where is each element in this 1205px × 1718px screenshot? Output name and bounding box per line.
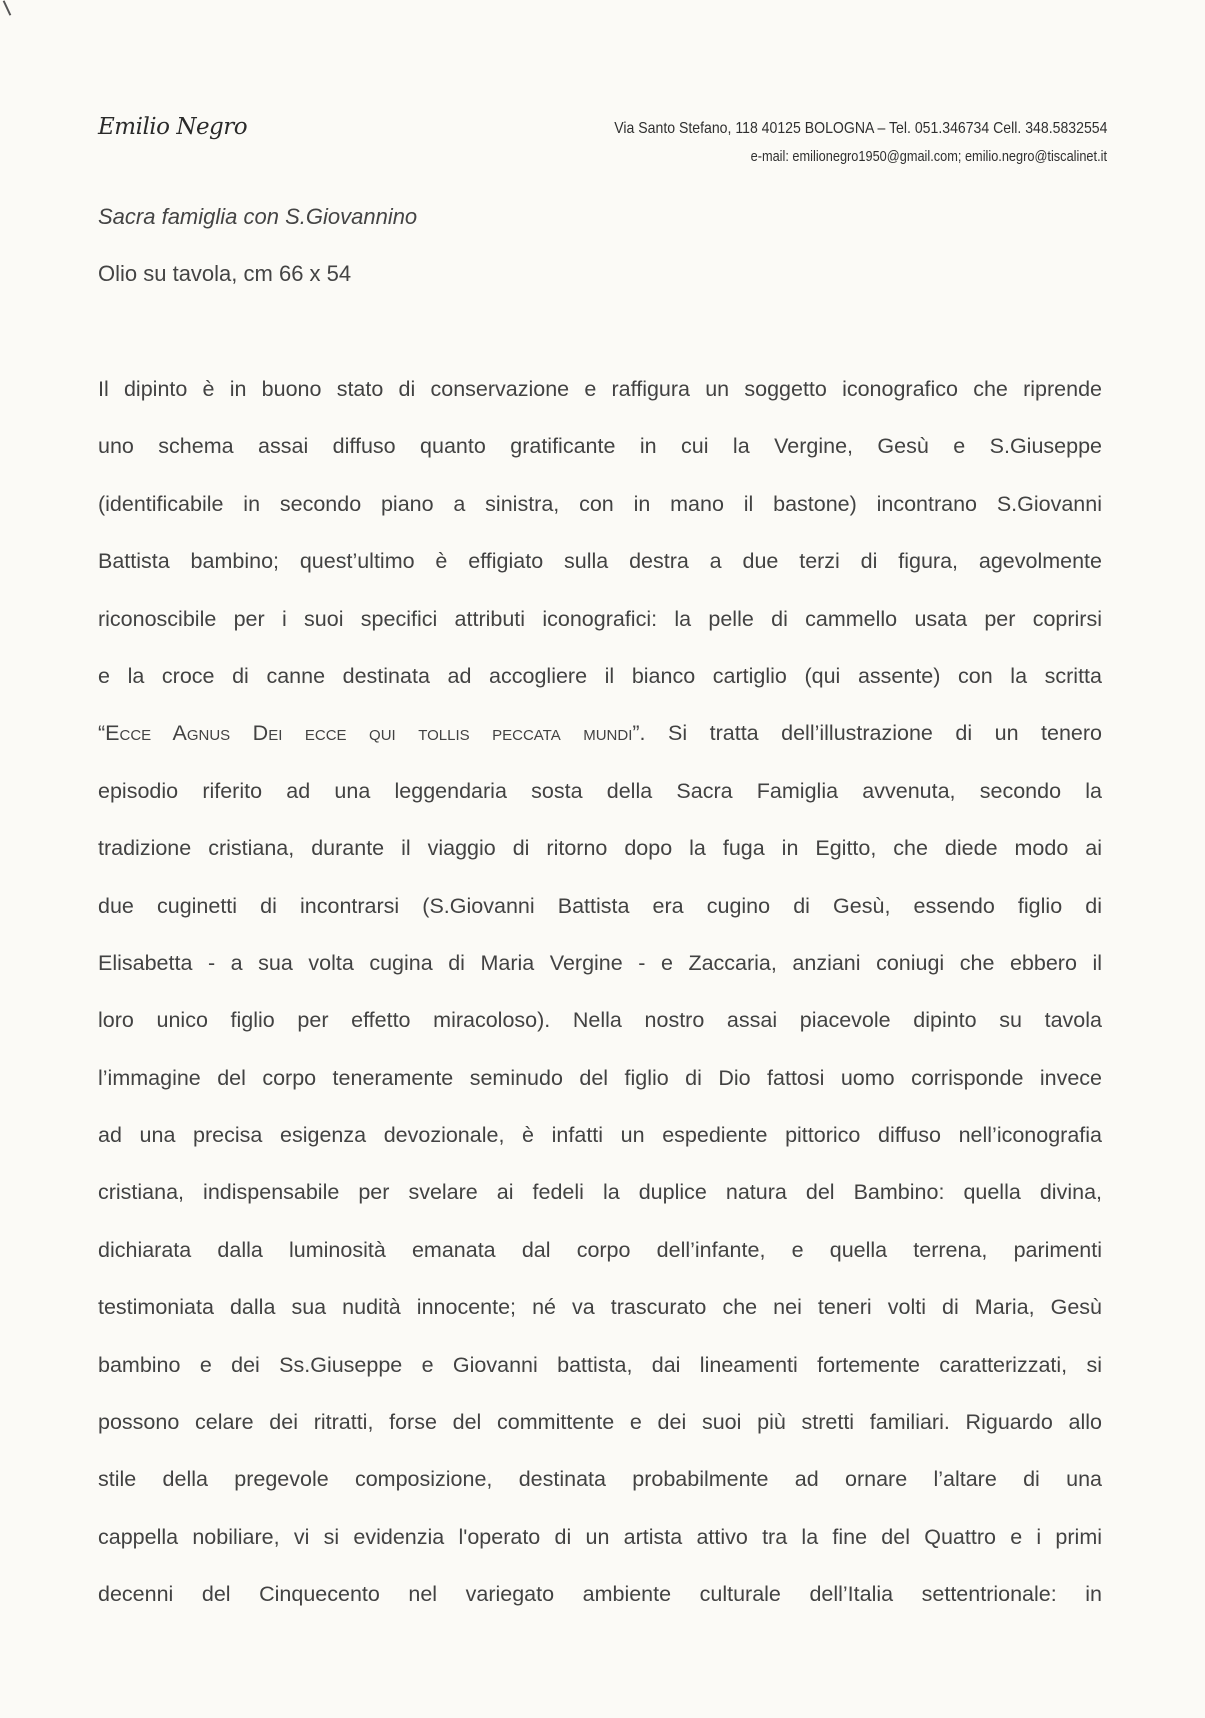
letterhead-email: e-mail: emilionegro1950@gmail.com; emilio.negro@tiscalinet.it	[750, 149, 1107, 165]
body-line: ad una precisa esigenza devozionale, è infatti un espediente pittorico diffuso nell’iconografia	[98, 1123, 1102, 1148]
body-line: episodio riferito ad una leggendaria sosta della Sacra Famiglia avvenuta, secondo la	[98, 778, 1102, 803]
body-line: testimoniata dalla sua nudità innocente; né va trascurato che nei teneri volti di Maria, Gesù	[98, 1295, 1102, 1320]
body-line: possono celare dei ritratti, forse del committente e dei suoi più stretti familiari. Riguardo allo	[98, 1410, 1102, 1435]
body-line: cappella nobiliare, vi si evidenzia l'operato di un artista attivo tra la fine del Quattro e i primi	[98, 1524, 1102, 1549]
quote-open: “	[98, 721, 106, 746]
artwork-title: Sacra famiglia con S.Giovannino	[98, 204, 418, 229]
body-line: e la croce di canne destinata ad accogliere il bianco cartiglio (qui assente) con la scritta	[98, 663, 1102, 688]
body-line: cristiana, indispensabile per svelare ai fedeli la duplice natura del Bambino: quella divina,	[98, 1180, 1102, 1205]
body-line: decenni del Cinquecento nel variegato ambiente culturale dell’Italia settentrionale: in	[98, 1582, 1102, 1607]
body-line: (identificabile in secondo piano a sinistra, con in mano il bastone) incontrano S.Giovanni	[98, 491, 1102, 516]
body-text	[98, 376, 1102, 1639]
scan-mark	[3, 0, 12, 15]
inscription-text: Ecce Agnus Dei ecce qui tollis peccata mundi	[105, 721, 633, 746]
body-line: uno schema assai diffuso quanto gratificante in cui la Vergine, Gesù e S.Giuseppe	[98, 434, 1102, 459]
body-line: Battista bambino; quest’ultimo è effigiato sulla destra a due terzi di figura, agevolmente	[98, 549, 1102, 574]
artwork-medium: Olio su tavola, cm 66 x 54	[98, 261, 352, 286]
body-line: Elisabetta - a sua volta cugina di Maria Vergine - e Zaccaria, anziani coniugi che ebbero il	[98, 950, 1102, 975]
letterhead-name: Emilio Negro	[98, 114, 248, 140]
letterhead-address: Via Santo Stefano, 118 40125 BOLOGNA – Tel. 051.346734 Cell. 348.5832554	[613, 120, 1107, 137]
body-line: l’immagine del corpo teneramente seminudo del figlio di Dio fattosi uomo corrisponde invece	[98, 1065, 1102, 1090]
body-line-tail: ”. Si tratta dell’illustrazione di un tenero	[632, 721, 1102, 746]
body-line: bambino e dei Ss.Giuseppe e Giovanni battista, dai lineamenti fortemente caratterizzati, si	[98, 1352, 1102, 1377]
body-line: Il dipinto è in buono stato di conservazione e raffigura un soggetto iconografico che riprende	[98, 377, 1102, 401]
body-line: dichiarata dalla luminosità emanata dal corpo dell’infante, e quella terrena, parimenti	[98, 1237, 1102, 1262]
body-line: tradizione cristiana, durante il viaggio di ritorno dopo la fuga in Egitto, che diede modo ai	[98, 836, 1102, 861]
body-line: riconoscibile per i suoi specifici attributi iconografici: la pelle di cammello usata per coprirsi	[98, 606, 1102, 631]
body-line: due cuginetti di incontrarsi (S.Giovanni Battista era cugino di Gesù, essendo figlio di	[98, 893, 1102, 918]
body-line	[98, 720, 1102, 777]
body-line: stile della pregevole composizione, destinata probabilmente ad ornare l’altare di una	[98, 1467, 1102, 1492]
body-line: loro unico figlio per effetto miracoloso). Nella nostro assai piacevole dipinto su tavola	[98, 1008, 1102, 1033]
